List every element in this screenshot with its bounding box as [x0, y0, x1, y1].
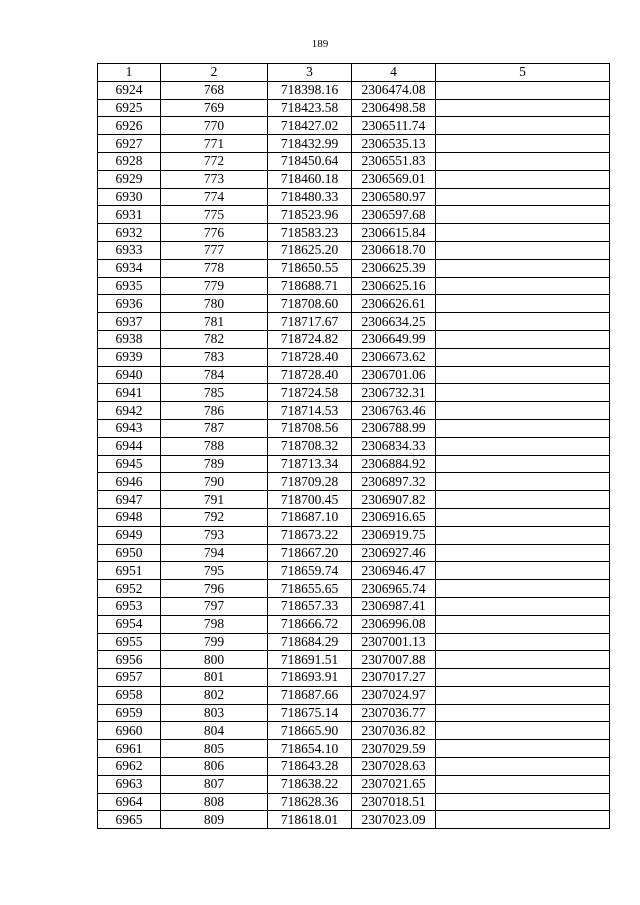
- table-cell-col-1: 6952: [98, 580, 161, 598]
- table-cell-col-4: 2307021.65: [352, 775, 436, 793]
- table-cell-col-1: 6945: [98, 455, 161, 473]
- table-cell-col-1: 6963: [98, 775, 161, 793]
- table-cell-col-3: 718628.36: [268, 793, 352, 811]
- table-cell-col-3: 718675.14: [268, 704, 352, 722]
- table-cell-col-4: 2306625.39: [352, 259, 436, 277]
- table-row: [98, 669, 610, 687]
- table-cell-col-5: [436, 615, 610, 633]
- table-cell-col-1: 6934: [98, 259, 161, 277]
- table-cell-col-2: 775: [161, 206, 268, 224]
- table-cell-col-4: 2307024.97: [352, 686, 436, 704]
- table-cell-col-2: 801: [161, 669, 268, 687]
- table-cell-col-1: 6958: [98, 686, 161, 704]
- table-cell-col-3: 718432.99: [268, 135, 352, 153]
- table-cell-col-1: 6962: [98, 758, 161, 776]
- table-cell-col-5: [436, 366, 610, 384]
- table-row: [98, 491, 610, 509]
- table-cell-col-1: 6931: [98, 206, 161, 224]
- table-cell-col-4: 2307017.27: [352, 669, 436, 687]
- table-cell-col-4: 2307023.09: [352, 811, 436, 829]
- table-cell-col-1: 6964: [98, 793, 161, 811]
- table-cell-col-2: 769: [161, 99, 268, 117]
- table-cell-col-1: 6957: [98, 669, 161, 687]
- table-cell-col-2: 772: [161, 152, 268, 170]
- table-row: [98, 793, 610, 811]
- table-cell-col-2: 787: [161, 419, 268, 437]
- column-header-4: 4: [352, 64, 436, 82]
- table-cell-col-2: 789: [161, 455, 268, 473]
- table-cell-col-5: [436, 277, 610, 295]
- table-cell-col-1: 6953: [98, 597, 161, 615]
- table-row: [98, 615, 610, 633]
- table-cell-col-5: [436, 580, 610, 598]
- table-cell-col-5: [436, 526, 610, 544]
- table-row: [98, 313, 610, 331]
- table-cell-col-4: 2306626.61: [352, 295, 436, 313]
- table-cell-col-1: 6959: [98, 704, 161, 722]
- table-cell-col-3: 718638.22: [268, 775, 352, 793]
- table-cell-col-5: [436, 473, 610, 491]
- table-cell-col-3: 718654.10: [268, 740, 352, 758]
- table-cell-col-1: 6938: [98, 330, 161, 348]
- table-row: [98, 526, 610, 544]
- column-header-1: 1: [98, 64, 161, 82]
- table-cell-col-2: 803: [161, 704, 268, 722]
- table-row: [98, 704, 610, 722]
- table-cell-col-5: [436, 597, 610, 615]
- table-row: [98, 384, 610, 402]
- table-cell-col-4: 2306788.99: [352, 419, 436, 437]
- table-cell-col-4: 2306615.84: [352, 224, 436, 242]
- table-cell-col-3: 718693.91: [268, 669, 352, 687]
- table-cell-col-2: 780: [161, 295, 268, 313]
- table-cell-col-5: [436, 455, 610, 473]
- table-cell-col-2: 800: [161, 651, 268, 669]
- table-cell-col-1: 6946: [98, 473, 161, 491]
- table-cell-col-5: [436, 313, 610, 331]
- table-cell-col-5: [436, 686, 610, 704]
- table-cell-col-2: 797: [161, 597, 268, 615]
- table-cell-col-3: 718684.29: [268, 633, 352, 651]
- table-cell-col-4: 2306916.65: [352, 508, 436, 526]
- table-cell-col-5: [436, 224, 610, 242]
- table-cell-col-5: [436, 740, 610, 758]
- table-cell-col-1: 6949: [98, 526, 161, 544]
- table-row: [98, 330, 610, 348]
- table-row: [98, 686, 610, 704]
- table-cell-col-1: 6926: [98, 117, 161, 135]
- table-row: [98, 811, 610, 829]
- table-cell-col-5: [436, 99, 610, 117]
- table-row: [98, 259, 610, 277]
- table-cell-col-5: [436, 793, 610, 811]
- table-row: [98, 188, 610, 206]
- table-cell-col-5: [436, 704, 610, 722]
- table-cell-col-4: 2306919.75: [352, 526, 436, 544]
- table-cell-col-4: 2306511.74: [352, 117, 436, 135]
- table-cell-col-2: 777: [161, 241, 268, 259]
- table-row: [98, 740, 610, 758]
- table-cell-col-3: 718665.90: [268, 722, 352, 740]
- table-cell-col-1: 6936: [98, 295, 161, 313]
- table-cell-col-1: 6955: [98, 633, 161, 651]
- table-cell-col-2: 795: [161, 562, 268, 580]
- table-row: [98, 348, 610, 366]
- table-cell-col-3: 718713.34: [268, 455, 352, 473]
- table-cell-col-5: [436, 81, 610, 99]
- table-cell-col-1: 6965: [98, 811, 161, 829]
- table-cell-col-5: [436, 384, 610, 402]
- table-cell-col-1: 6947: [98, 491, 161, 509]
- table-header: [98, 64, 610, 82]
- table-cell-col-1: 6939: [98, 348, 161, 366]
- table-cell-col-1: 6933: [98, 241, 161, 259]
- table-cell-col-3: 718427.02: [268, 117, 352, 135]
- table-cell-col-4: 2306732.31: [352, 384, 436, 402]
- table-row: [98, 597, 610, 615]
- table-cell-col-3: 718724.58: [268, 384, 352, 402]
- table-row: [98, 633, 610, 651]
- table-cell-col-2: 799: [161, 633, 268, 651]
- table-cell-col-5: [436, 152, 610, 170]
- table-cell-col-2: 808: [161, 793, 268, 811]
- table-cell-col-2: 784: [161, 366, 268, 384]
- table-cell-col-3: 718724.82: [268, 330, 352, 348]
- table-cell-col-2: 793: [161, 526, 268, 544]
- table-cell-col-4: 2306618.70: [352, 241, 436, 259]
- table-cell-col-3: 718523.96: [268, 206, 352, 224]
- table-cell-col-3: 718423.58: [268, 99, 352, 117]
- table-row: [98, 224, 610, 242]
- table-row: [98, 419, 610, 437]
- table-cell-col-1: 6950: [98, 544, 161, 562]
- table-cell-col-1: 6942: [98, 402, 161, 420]
- table-cell-col-2: 785: [161, 384, 268, 402]
- table-cell-col-2: 809: [161, 811, 268, 829]
- table-cell-col-3: 718643.28: [268, 758, 352, 776]
- table-cell-col-5: [436, 348, 610, 366]
- table-row: [98, 295, 610, 313]
- table-row: [98, 580, 610, 598]
- table-cell-col-4: 2307028.63: [352, 758, 436, 776]
- table-cell-col-4: 2306897.32: [352, 473, 436, 491]
- table-cell-col-3: 718687.66: [268, 686, 352, 704]
- table-cell-col-3: 718714.53: [268, 402, 352, 420]
- table-row: [98, 544, 610, 562]
- table-cell-col-5: [436, 562, 610, 580]
- table-cell-col-1: 6937: [98, 313, 161, 331]
- table-row: [98, 277, 610, 295]
- table-cell-col-2: 788: [161, 437, 268, 455]
- table-cell-col-3: 718691.51: [268, 651, 352, 669]
- table-cell-col-5: [436, 419, 610, 437]
- table-cell-col-3: 718650.55: [268, 259, 352, 277]
- table-row: [98, 651, 610, 669]
- table-cell-col-1: 6925: [98, 99, 161, 117]
- table-cell-col-5: [436, 722, 610, 740]
- table-row: [98, 455, 610, 473]
- column-header-2: 2: [161, 64, 268, 82]
- table-cell-col-3: 718687.10: [268, 508, 352, 526]
- table-cell-col-5: [436, 491, 610, 509]
- table-cell-col-3: 718659.74: [268, 562, 352, 580]
- table-cell-col-1: 6948: [98, 508, 161, 526]
- coordinates-table: [97, 63, 610, 829]
- table-cell-col-3: 718728.40: [268, 366, 352, 384]
- table-cell-col-2: 794: [161, 544, 268, 562]
- table-row: [98, 402, 610, 420]
- table-cell-col-1: 6943: [98, 419, 161, 437]
- table-cell-col-4: 2306834.33: [352, 437, 436, 455]
- table-cell-col-5: [436, 259, 610, 277]
- table-cell-col-1: 6940: [98, 366, 161, 384]
- table-cell-col-3: 718657.33: [268, 597, 352, 615]
- table-cell-col-4: 2306580.97: [352, 188, 436, 206]
- table-cell-col-5: [436, 188, 610, 206]
- table-cell-col-4: 2307036.82: [352, 722, 436, 740]
- table-cell-col-2: 779: [161, 277, 268, 295]
- table-cell-col-3: 718666.72: [268, 615, 352, 633]
- table-cell-col-2: 796: [161, 580, 268, 598]
- table-row: [98, 135, 610, 153]
- table-cell-col-2: 807: [161, 775, 268, 793]
- table-cell-col-4: 2306474.08: [352, 81, 436, 99]
- table-cell-col-4: 2306996.08: [352, 615, 436, 633]
- table-cell-col-4: 2306625.16: [352, 277, 436, 295]
- table-row: [98, 775, 610, 793]
- table-cell-col-3: 718700.45: [268, 491, 352, 509]
- table-cell-col-2: 806: [161, 758, 268, 776]
- table-cell-col-5: [436, 437, 610, 455]
- table-cell-col-4: 2306673.62: [352, 348, 436, 366]
- table-row: [98, 81, 610, 99]
- table-cell-col-1: 6944: [98, 437, 161, 455]
- table-cell-col-2: 790: [161, 473, 268, 491]
- table-cell-col-3: 718618.01: [268, 811, 352, 829]
- table-cell-col-4: 2306907.82: [352, 491, 436, 509]
- table-cell-col-3: 718708.60: [268, 295, 352, 313]
- table-cell-col-2: 804: [161, 722, 268, 740]
- table-cell-col-3: 718655.65: [268, 580, 352, 598]
- table-cell-col-3: 718583.23: [268, 224, 352, 242]
- table-row: [98, 437, 610, 455]
- table-cell-col-4: 2306701.06: [352, 366, 436, 384]
- table-row: [98, 722, 610, 740]
- table-cell-col-5: [436, 633, 610, 651]
- table-cell-col-2: 791: [161, 491, 268, 509]
- table-row: [98, 99, 610, 117]
- table-cell-col-4: 2306597.68: [352, 206, 436, 224]
- table-cell-col-4: 2306946.47: [352, 562, 436, 580]
- table-cell-col-4: 2306649.99: [352, 330, 436, 348]
- table-cell-col-4: 2306927.46: [352, 544, 436, 562]
- table-cell-col-1: 6932: [98, 224, 161, 242]
- table-cell-col-5: [436, 402, 610, 420]
- table-cell-col-3: 718673.22: [268, 526, 352, 544]
- table-cell-col-5: [436, 775, 610, 793]
- table-cell-col-5: [436, 508, 610, 526]
- table-cell-col-2: 770: [161, 117, 268, 135]
- table-row: [98, 508, 610, 526]
- table-cell-col-5: [436, 330, 610, 348]
- table-cell-col-4: 2306498.58: [352, 99, 436, 117]
- table-cell-col-4: 2306987.41: [352, 597, 436, 615]
- table-cell-col-2: 792: [161, 508, 268, 526]
- table-cell-col-5: [436, 544, 610, 562]
- table-cell-col-3: 718460.18: [268, 170, 352, 188]
- table-cell-col-2: 768: [161, 81, 268, 99]
- table-cell-col-3: 718709.28: [268, 473, 352, 491]
- table-row: [98, 206, 610, 224]
- table-cell-col-2: 773: [161, 170, 268, 188]
- header-row: [98, 64, 610, 82]
- table-cell-col-3: 718450.64: [268, 152, 352, 170]
- table-cell-col-5: [436, 811, 610, 829]
- table-cell-col-2: 776: [161, 224, 268, 242]
- column-header-3: 3: [268, 64, 352, 82]
- table-cell-col-1: 6941: [98, 384, 161, 402]
- table-cell-col-1: 6960: [98, 722, 161, 740]
- table-row: [98, 241, 610, 259]
- table-cell-col-5: [436, 758, 610, 776]
- table-cell-col-2: 802: [161, 686, 268, 704]
- table-cell-col-3: 718708.56: [268, 419, 352, 437]
- table-row: [98, 758, 610, 776]
- table-cell-col-5: [436, 241, 610, 259]
- table-cell-col-1: 6961: [98, 740, 161, 758]
- table-body: [98, 81, 610, 828]
- table-row: [98, 170, 610, 188]
- table-cell-col-4: 2307036.77: [352, 704, 436, 722]
- table-cell-col-2: 771: [161, 135, 268, 153]
- table-cell-col-2: 805: [161, 740, 268, 758]
- table-cell-col-5: [436, 206, 610, 224]
- column-header-5: 5: [436, 64, 610, 82]
- table-cell-col-1: 6930: [98, 188, 161, 206]
- table-cell-col-2: 778: [161, 259, 268, 277]
- table-cell-col-4: 2306763.46: [352, 402, 436, 420]
- table-cell-col-2: 786: [161, 402, 268, 420]
- table-cell-col-4: 2306569.01: [352, 170, 436, 188]
- table-cell-col-4: 2307029.59: [352, 740, 436, 758]
- table-cell-col-5: [436, 135, 610, 153]
- table-cell-col-5: [436, 117, 610, 135]
- table-cell-col-4: 2306965.74: [352, 580, 436, 598]
- table-cell-col-1: 6924: [98, 81, 161, 99]
- table-cell-col-1: 6929: [98, 170, 161, 188]
- table-cell-col-4: 2306884.92: [352, 455, 436, 473]
- table-cell-col-3: 718398.16: [268, 81, 352, 99]
- table-cell-col-1: 6927: [98, 135, 161, 153]
- table-cell-col-4: 2306535.13: [352, 135, 436, 153]
- table-row: [98, 562, 610, 580]
- table-cell-col-1: 6954: [98, 615, 161, 633]
- table-cell-col-1: 6928: [98, 152, 161, 170]
- table-cell-col-3: 718728.40: [268, 348, 352, 366]
- table-cell-col-5: [436, 651, 610, 669]
- table-cell-col-3: 718667.20: [268, 544, 352, 562]
- table-cell-col-1: 6956: [98, 651, 161, 669]
- table-row: [98, 152, 610, 170]
- table-row: [98, 117, 610, 135]
- table-row: [98, 366, 610, 384]
- table-cell-col-1: 6935: [98, 277, 161, 295]
- table-cell-col-2: 782: [161, 330, 268, 348]
- table-cell-col-3: 718625.20: [268, 241, 352, 259]
- page-number: 189: [311, 38, 329, 50]
- table-row: [98, 473, 610, 491]
- table-cell-col-3: 718717.67: [268, 313, 352, 331]
- table-cell-col-5: [436, 170, 610, 188]
- table-cell-col-2: 774: [161, 188, 268, 206]
- table-cell-col-2: 798: [161, 615, 268, 633]
- table-cell-col-3: 718480.33: [268, 188, 352, 206]
- table-cell-col-4: 2307001.13: [352, 633, 436, 651]
- table-cell-col-2: 783: [161, 348, 268, 366]
- table-cell-col-3: 718708.32: [268, 437, 352, 455]
- table-cell-col-2: 781: [161, 313, 268, 331]
- table-cell-col-4: 2306634.25: [352, 313, 436, 331]
- table-cell-col-1: 6951: [98, 562, 161, 580]
- table-cell-col-5: [436, 295, 610, 313]
- table-cell-col-5: [436, 669, 610, 687]
- table-cell-col-4: 2306551.83: [352, 152, 436, 170]
- table-cell-col-4: 2307018.51: [352, 793, 436, 811]
- table-cell-col-4: 2307007.88: [352, 651, 436, 669]
- table-cell-col-3: 718688.71: [268, 277, 352, 295]
